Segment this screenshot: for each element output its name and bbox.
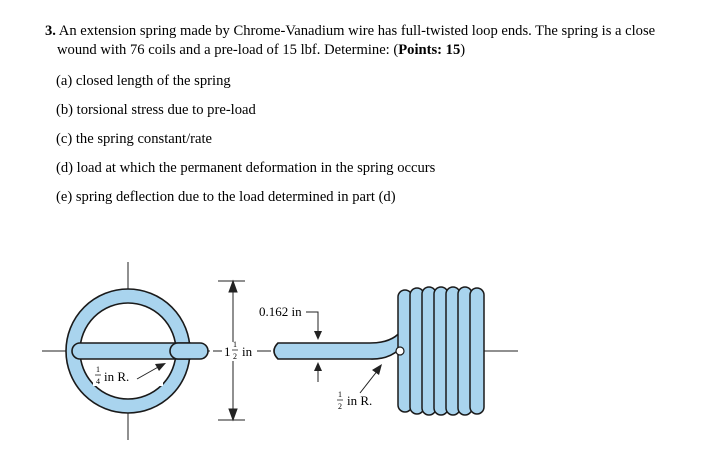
right-den: 2 [338,402,342,411]
dim-arrow-top [229,281,237,292]
left-num: 1 [96,365,100,374]
spring-coils [398,287,484,415]
right-num: 1 [338,390,342,399]
left-den: 4 [96,377,100,386]
right-radius-label [337,364,382,411]
length-den: 2 [233,352,237,361]
wire-diameter-text: 0.162 in [259,304,302,319]
part-b: (b) torsional stress due to pre-load [56,102,256,118]
problem-text-line-2: wound with 76 coils and a pre-load of 15 lbf. Determine: ( [57,42,399,58]
points-label: Points: 15 [398,42,461,58]
problem-text-line-2-end: ) [460,42,466,58]
part-a: (a) closed length of the spring [56,73,231,89]
problem-number: 3. [45,23,56,39]
problem-text-line-1: An extension spring made by Chrome-Vanadium wire has full-twisted loop ends. The spring is a close [58,23,656,39]
left-radius-label [93,363,166,386]
length-unit: in [242,344,253,359]
right-unit: in R. [347,393,373,408]
part-d: (d) load at which the permanent deformation in the spring occurs [56,160,436,176]
length-num: 1 [233,340,237,349]
part-e: (e) spring deflection due to the load determined in part (d) [56,189,396,205]
right-hook [274,326,410,359]
coil-end-marker [396,347,404,355]
left-unit: in R. [104,369,130,384]
part-c: (c) the spring constant/rate [56,131,213,147]
length-whole: 1 [224,344,231,359]
left-loop [66,289,208,413]
length-label [213,340,271,361]
dim-arrow-bottom [229,409,237,420]
